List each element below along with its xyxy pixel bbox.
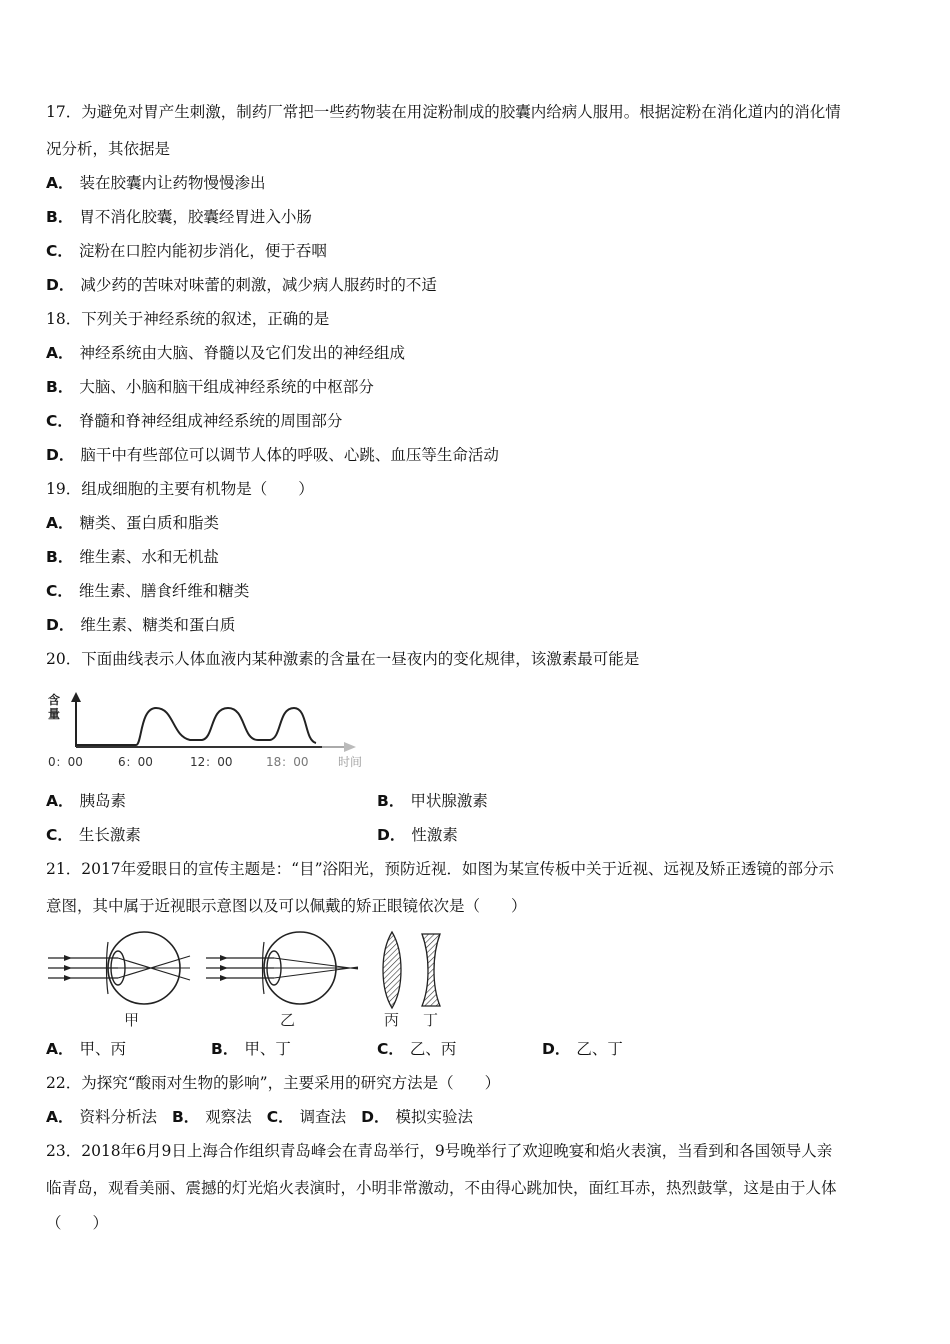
q22-option-b-text: 观察法 [205, 1108, 252, 1126]
option-text: 淀粉在口腔内能初步消化，便于吞咽 [78, 242, 327, 260]
q20-option-d [377, 824, 458, 846]
fig-label-bing: 丙 [384, 1011, 400, 1029]
q18-option-b [46, 376, 374, 398]
eye-diagram-jia [48, 932, 190, 1004]
option-label: B． [46, 548, 74, 566]
eye-lens-figure [44, 928, 484, 1032]
q17-stem-line1: 17．为避免对胃产生刺激，制药厂常把一些药物装在用淀粉制成的胶囊内给病人服用。根据淀粉在消化道内的消化情 [46, 103, 841, 121]
option-text: 脊髓和脊神经组成神经系统的周围部分 [78, 412, 343, 430]
option-text: 乙、丙 [409, 1040, 457, 1058]
q19-option-c [46, 580, 249, 602]
option-label: B． [46, 208, 74, 226]
graph-y-arrow [71, 692, 81, 702]
option-label: D． [46, 276, 75, 294]
option-label: A． [46, 514, 74, 532]
q23-stem-line2: 临青岛，观看美丽、震撼的灯光焰火表演时，小明非常激动，不由得心跳加快，面红耳赤，热烈鼓掌，这是由于人体 [46, 1179, 837, 1197]
q19-option-b [46, 546, 219, 568]
option-label: D． [46, 446, 75, 464]
graph-xlabel: 时间 [338, 755, 363, 769]
q21-option-c [377, 1038, 456, 1060]
option-text: 甲、丙 [79, 1040, 127, 1058]
option-label: D． [46, 616, 75, 634]
graph-x-arrow [344, 742, 356, 752]
option-text: 甲状腺激素 [410, 792, 488, 810]
q17-option-d [46, 274, 437, 296]
option-label: C． [377, 1040, 404, 1058]
q20-option-b [377, 790, 488, 812]
q18-option-d [46, 444, 499, 466]
graph-tick-12: 12：00 [190, 755, 233, 769]
q18-stem: 18．下列关于神经系统的叙述，正确的是 [46, 310, 330, 328]
graph-tick-0: 0：00 [48, 755, 83, 769]
graph-ylabel-1: 含 [48, 693, 61, 707]
q22-options [46, 1106, 473, 1128]
option-label: D． [542, 1040, 571, 1058]
option-text: 性激素 [411, 826, 458, 844]
q22-option-a-text: 资料分析法 [79, 1108, 158, 1126]
q20-option-a [46, 790, 126, 812]
q19-option-d [46, 614, 235, 636]
q18-option-c [46, 410, 342, 432]
q17-stem-line2: 况分析，其依据是 [46, 140, 171, 158]
q22-option-d-text: 模拟实验法 [395, 1108, 473, 1126]
q17-option-c [46, 240, 327, 262]
option-text: 维生素、水和无机盐 [79, 548, 219, 566]
option-label: D． [361, 1108, 390, 1126]
q18-option-a [46, 342, 405, 364]
option-label: C． [46, 242, 73, 260]
option-label: C． [46, 826, 73, 844]
option-text: 糖类、蛋白质和脂类 [79, 514, 220, 532]
hormone-curve-figure [44, 688, 384, 772]
q23-stem-line1: 23．2018年6月9日上海合作组织青岛峰会在青岛举行，9号晚举行了欢迎晚宴和焰火表演，当看到和各国领导人亲 [46, 1142, 833, 1160]
option-label: B． [46, 378, 74, 396]
q17-option-a [46, 172, 266, 194]
option-text: 减少药的苦味对味蕾的刺激，减少病人服药时的不适 [80, 276, 437, 294]
option-label: B． [377, 792, 405, 810]
option-text: 脑干中有些部位可以调节人体的呼吸、心跳、血压等生命活动 [80, 446, 499, 464]
option-text: 神经系统由大脑、脊髓以及它们发出的神经组成 [79, 344, 406, 362]
eye-diagram-yi [206, 932, 358, 1004]
q17-option-b [46, 206, 312, 228]
q21-option-b [211, 1038, 291, 1060]
graph-tick-6: 6：00 [118, 755, 153, 769]
fig-label-ding: 丁 [423, 1011, 439, 1029]
option-label: C． [46, 412, 73, 430]
option-label: B． [171, 1108, 200, 1126]
option-label: A． [46, 344, 74, 362]
convex-lens-bing [383, 932, 401, 1008]
option-text: 维生素、糖类和蛋白质 [80, 616, 236, 634]
option-label: A． [46, 1040, 74, 1058]
option-text: 甲、丁 [244, 1040, 291, 1058]
q22-stem: 22．为探究“酸雨对生物的影响”，主要采用的研究方法是（ ） [46, 1074, 501, 1092]
option-text: 维生素、膳食纤维和糖类 [78, 582, 250, 600]
option-label: A． [46, 1108, 74, 1126]
option-label: C． [266, 1108, 294, 1126]
option-label: D． [377, 826, 406, 844]
option-text: 大脑、小脑和脑干组成神经系统的中枢部分 [79, 378, 374, 396]
option-text: 装在胶囊内让药物慢慢渗出 [79, 174, 266, 192]
q21-stem-line1: 21．2017年爱眼日的宣传主题是：“目”浴阳光，预防近视．如图为某宣传板中关于近视、远视及矫正透镜的部分示 [46, 860, 835, 878]
option-text: 乙、丁 [576, 1040, 623, 1058]
fig-label-jia: 甲 [124, 1011, 140, 1029]
graph-tick-18: 18：00 [266, 755, 309, 769]
q21-stem-line2: 意图，其中属于近视眼示意图以及可以佩戴的矫正眼镜依次是（ ） [46, 897, 527, 915]
hormone-curve [76, 708, 316, 745]
graph-ylabel-2: 量 [48, 707, 61, 721]
option-label: C． [46, 582, 73, 600]
q22-option-c-text: 调查法 [299, 1108, 347, 1126]
q20-stem: 20．下面曲线表示人体血液内某种激素的含量在一昼夜内的变化规律，该激素最可能是 [46, 650, 640, 668]
q21-option-a [46, 1038, 126, 1060]
concave-lens-ding [422, 934, 440, 1006]
option-label: B． [211, 1040, 239, 1058]
q20-option-c [46, 824, 141, 846]
fig-label-yi: 乙 [280, 1011, 296, 1029]
q21-option-d [542, 1038, 623, 1060]
option-text: 胰岛素 [79, 792, 127, 810]
option-text: 生长激素 [78, 826, 141, 844]
q23-stem-line3: （ ） [46, 1214, 109, 1232]
q19-stem: 19．组成细胞的主要有机物是（ ） [46, 480, 314, 498]
option-label: A． [46, 792, 74, 810]
option-text: 胃不消化胶囊，胶囊经胃进入小肠 [79, 208, 312, 226]
option-label: A． [46, 174, 74, 192]
q19-option-a [46, 512, 219, 534]
